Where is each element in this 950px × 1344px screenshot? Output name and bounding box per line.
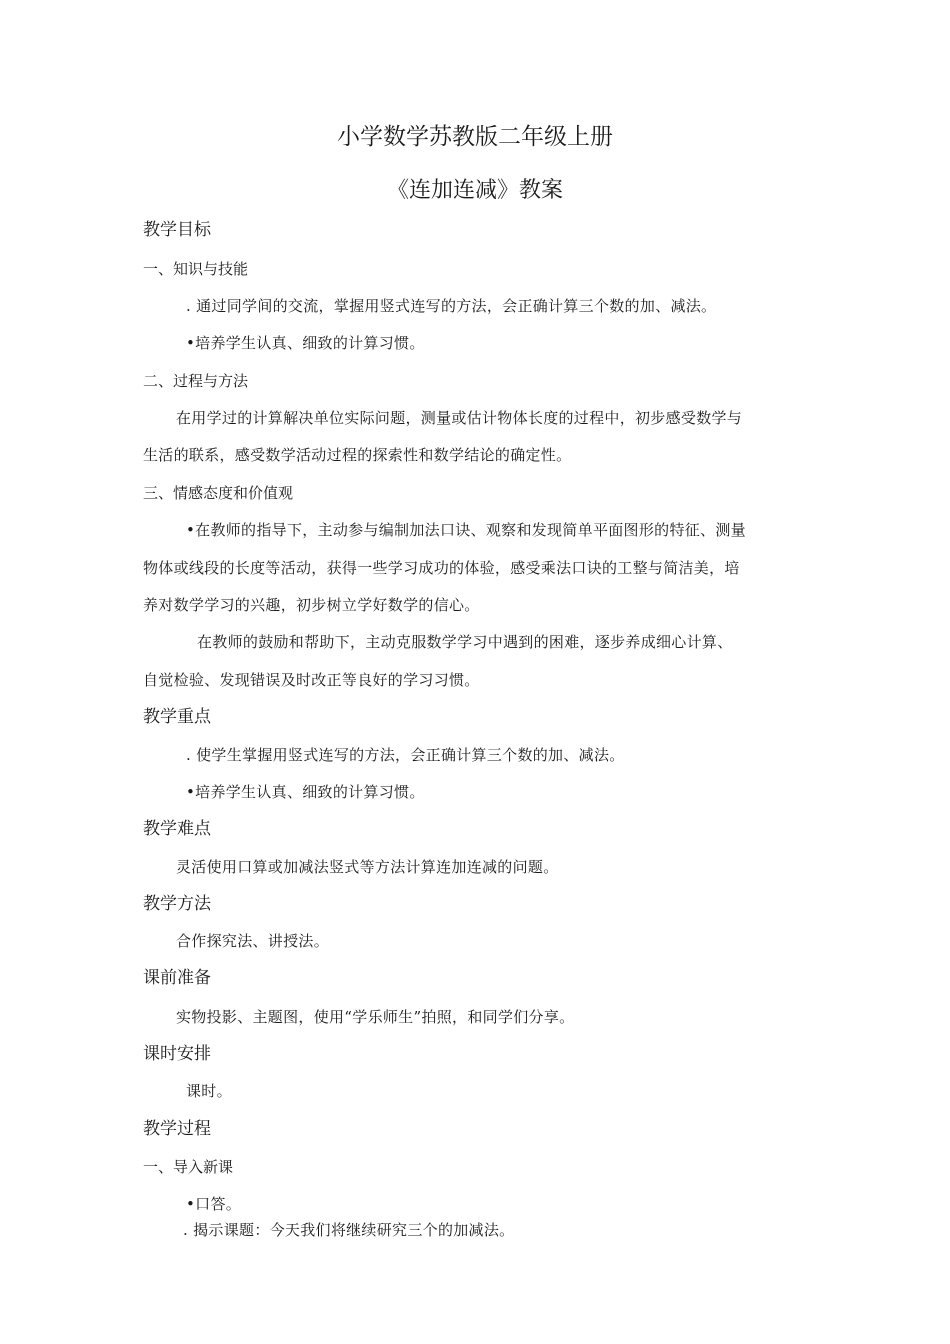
section-heading-procedure: 教学过程 xyxy=(143,1119,211,1139)
paragraph-line: 养对数学学习的兴趣，初步树立学好数学的信心。 xyxy=(143,596,480,614)
section-heading-goals: 教学目标 xyxy=(143,220,211,240)
section-heading-difficulties: 教学难点 xyxy=(143,819,211,839)
list-item: •口答。 xyxy=(186,1195,242,1213)
section-heading-methods: 教学方法 xyxy=(143,894,211,914)
list-item: •培养学生认真、细致的计算习惯。 xyxy=(186,783,425,801)
paragraph-line: 合作探究法、讲授法。 xyxy=(176,932,330,950)
subheading-knowledge: 一、知识与技能 xyxy=(143,260,249,278)
list-item: •培养学生认真、细致的计算习惯。 xyxy=(186,334,425,352)
list-item: . 揭示课题：今天我们将继续研究三个的加减法。 xyxy=(183,1221,515,1239)
document-title: 小学数学苏教版二年级上册 xyxy=(337,124,613,150)
list-item: . 通过同学间的交流，掌握用竖式连写的方法，会正确计算三个数的加、减法。 xyxy=(186,297,717,315)
paragraph-line: 在教师的鼓励和帮助下，主动克服数学学习中遇到的困难，逐步养成细心计算、 xyxy=(197,633,733,651)
section-heading-key-points: 教学重点 xyxy=(143,707,211,727)
paragraph-line: •在教师的指导下，主动参与编制加法口诀、观察和发现简单平面图形的特征、测量 xyxy=(186,521,746,539)
paragraph-line: 在用学过的计算解决单位实际问题，测量或估计物体长度的过程中，初步感受数学与 xyxy=(176,409,743,427)
paragraph-line: 实物投影、主题图，使用“学乐师生”拍照，和同学们分享。 xyxy=(176,1008,575,1026)
subheading-process: 二、过程与方法 xyxy=(143,372,249,390)
paragraph-line: 生活的联系，感受数学活动过程的探索性和数学结论的确定性。 xyxy=(143,446,572,464)
paragraph-line: 课时。 xyxy=(186,1082,232,1100)
section-heading-preparation: 课前准备 xyxy=(143,968,211,988)
paragraph-line: 物体或线段的长度等活动，获得一些学习成功的体验，感受乘法口诀的工整与简洁美，培 xyxy=(143,559,740,577)
paragraph-line: 自觉检验、发现错误及时改正等良好的学习习惯。 xyxy=(143,671,480,689)
document-subtitle: 《连加连减》教案 xyxy=(386,178,563,203)
subheading-emotion: 三、情感态度和价值观 xyxy=(143,484,294,502)
section-heading-schedule: 课时安排 xyxy=(143,1044,211,1064)
subheading-intro: 一、导入新课 xyxy=(143,1158,234,1176)
paragraph-line: 灵活使用口算或加减法竖式等方法计算连加连减的问题。 xyxy=(176,858,559,876)
list-item: . 使学生掌握用竖式连写的方法，会正确计算三个数的加、减法。 xyxy=(186,746,625,764)
